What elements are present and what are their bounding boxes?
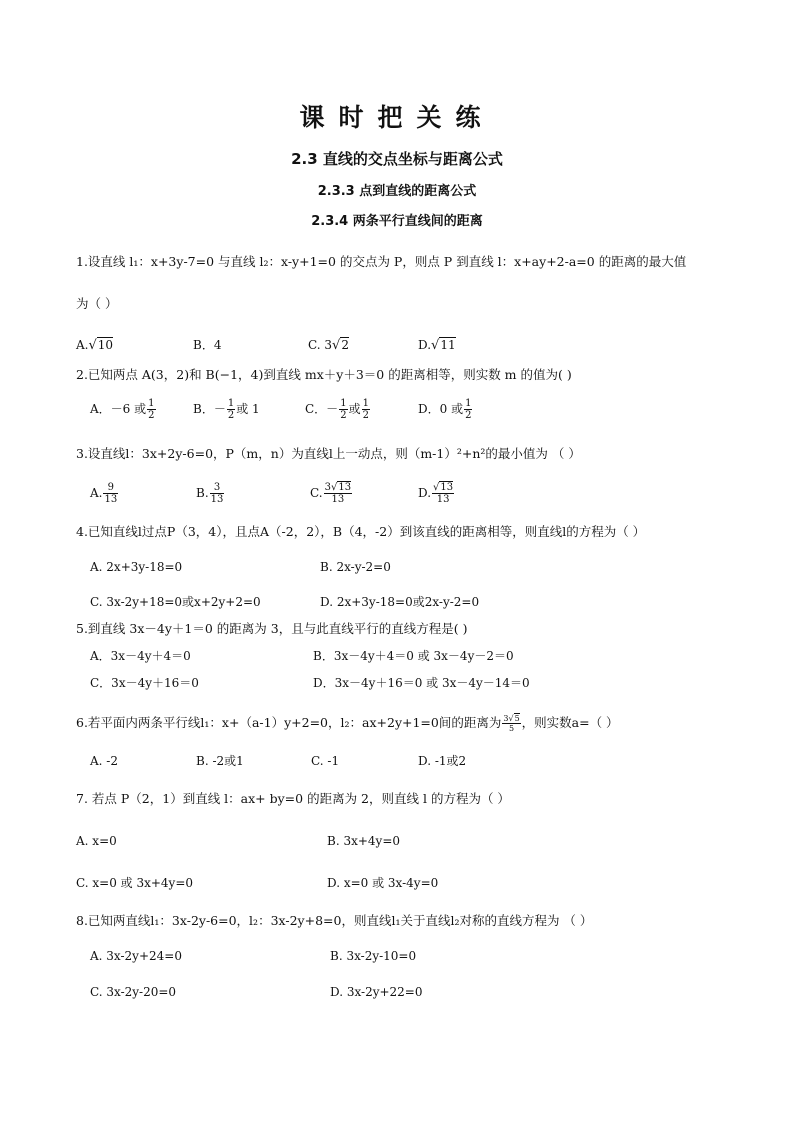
q1-stem-line2: 为（ ） — [76, 296, 118, 311]
q5-option-b[interactable]: B．3x－4y＋4＝0 或 3x－4y－2＝0 — [313, 649, 514, 663]
page-title: 课时把关练 — [299, 103, 495, 132]
q7-option-b[interactable]: B. 3x+4y=0 — [327, 834, 401, 848]
q5-option-d[interactable]: D．3x－4y＋16＝0 或 3x－4y－14＝0 — [313, 676, 530, 690]
q5-stem: 5.到直线 3x－4y＋1＝0 的距离为 3，且与此直线平行的直线方程是( ) — [76, 621, 468, 636]
fraction: $\frac{3}{13}$ — [210, 482, 224, 505]
q4-option-a[interactable]: A. 2x+3y-18=0 — [90, 560, 183, 574]
q1-option-d[interactable]: D.√11 — [418, 338, 456, 353]
fraction: $\frac{1}{2}$ — [465, 398, 472, 421]
fraction: $\frac{3√13}{13}$ — [324, 482, 352, 505]
q4-option-d[interactable]: D. 2x+3y-18=0或2x-y-2=0 — [320, 595, 480, 609]
q2-option-d[interactable]: D．0 或 $\frac{1}{2}$ — [418, 398, 472, 421]
q8-option-d[interactable]: D. 3x-2y+22=0 — [330, 985, 423, 999]
q6-option-d[interactable]: D. -1或2 — [418, 754, 467, 768]
q1-option-b[interactable]: B．4 — [193, 338, 222, 352]
fraction: $\frac{1}{2}$ — [227, 398, 235, 421]
fraction: $\frac{9}{13}$ — [104, 482, 118, 505]
q1-option-c[interactable]: C. 3√2 — [308, 338, 349, 353]
q8-option-a[interactable]: A. 3x-2y+24=0 — [90, 949, 182, 963]
q3-option-d[interactable]: D. $\frac{√13}{13}$ — [418, 482, 454, 505]
q2-option-a[interactable]: A．－6 或 $\frac{1}{2}$ — [90, 398, 155, 421]
q5-option-c[interactable]: C．3x－4y＋16＝0 — [90, 676, 199, 690]
q3-option-a[interactable]: A. $\frac{9}{13}$ — [90, 482, 118, 505]
q2-stem: 2.已知两点 A(3，2)和 B(−1，4)到直线 mx＋y＋3＝0 的距离相等，则实数 m 的值为( ) — [76, 367, 572, 382]
q7-option-d[interactable]: D. x=0 或 3x-4y=0 — [327, 876, 439, 890]
q1-option-a[interactable]: A.√10 — [76, 338, 114, 353]
q6-stem: 6.若平面内两条平行线l₁：x+（a-1）y+2=0，l₂：ax+2y+1=0间的距离为 $\frac{3√5}{5}$ ，则实数a=（ ） — [76, 714, 619, 733]
q8-option-b[interactable]: B. 3x-2y-10=0 — [330, 949, 417, 963]
q4-option-b[interactable]: B. 2x-y-2=0 — [320, 560, 391, 574]
q8-stem: 8.已知两直线l₁：3x-2y-6=0，l₂：3x-2y+8=0，则直线l₁关于直线l₂对称的直线方程为 （ ） — [76, 913, 593, 928]
fraction: $\frac{1}{2}$ — [362, 398, 369, 421]
subsection-title-1: 2.3.3 点到直线的距离公式 — [317, 184, 477, 199]
q8-option-c[interactable]: C. 3x-2y-20=0 — [90, 985, 177, 999]
q3-option-c[interactable]: C. $\frac{3√13}{13}$ — [310, 482, 352, 505]
q7-option-c[interactable]: C. x=0 或 3x+4y=0 — [76, 876, 194, 890]
fraction: $\frac{√13}{13}$ — [433, 482, 454, 505]
q6-option-a[interactable]: A. -2 — [90, 754, 118, 768]
q4-option-c[interactable]: C. 3x-2y+18=0或x+2y+2=0 — [90, 595, 261, 609]
subsection-title-2: 2.3.4 两条平行直线间的距离 — [311, 214, 483, 229]
fraction: $\frac{1}{2}$ — [148, 398, 155, 421]
q3-option-b[interactable]: B. $\frac{3}{13}$ — [196, 482, 224, 505]
section-title: 2.3 直线的交点坐标与距离公式 — [291, 150, 503, 168]
q7-option-a[interactable]: A. x=0 — [76, 834, 117, 848]
q2-option-b[interactable]: B．－ $\frac{1}{2}$ 或 1 — [193, 398, 260, 421]
fraction: $\frac{3√5}{5}$ — [503, 714, 520, 733]
q2-option-c[interactable]: C．－ $\frac{1}{2}$ 或 $\frac{1}{2}$ — [305, 398, 369, 421]
q6-option-b[interactable]: B. -2或1 — [196, 754, 244, 768]
q7-stem: 7. 若点 P（2，1）到直线 l：ax+ by=0 的距离为 2，则直线 l 的方程为（ ） — [76, 791, 510, 806]
q6-option-c[interactable]: C. -1 — [311, 754, 340, 768]
q3-stem: 3.设直线l：3x+2y-6=0，P（m，n）为直线l上一动点，则（m-1）²+n²的最小值为 （ ） — [76, 446, 581, 461]
fraction: $\frac{1}{2}$ — [340, 398, 347, 421]
q5-option-a[interactable]: A．3x－4y＋4＝0 — [90, 649, 191, 663]
q1-stem-line1: 1.设直线 l₁：x+3y-7=0 与直线 l₂：x-y+1=0 的交点为 P，则点 P 到直线 l：x+ay+2-a=0 的距离的最大值 — [76, 254, 687, 269]
q4-stem: 4.已知直线l过点P（3，4），且点A（-2，2），B（4，-2）到该直线的距离相等，则直线l的方程为（ ） — [76, 524, 646, 539]
